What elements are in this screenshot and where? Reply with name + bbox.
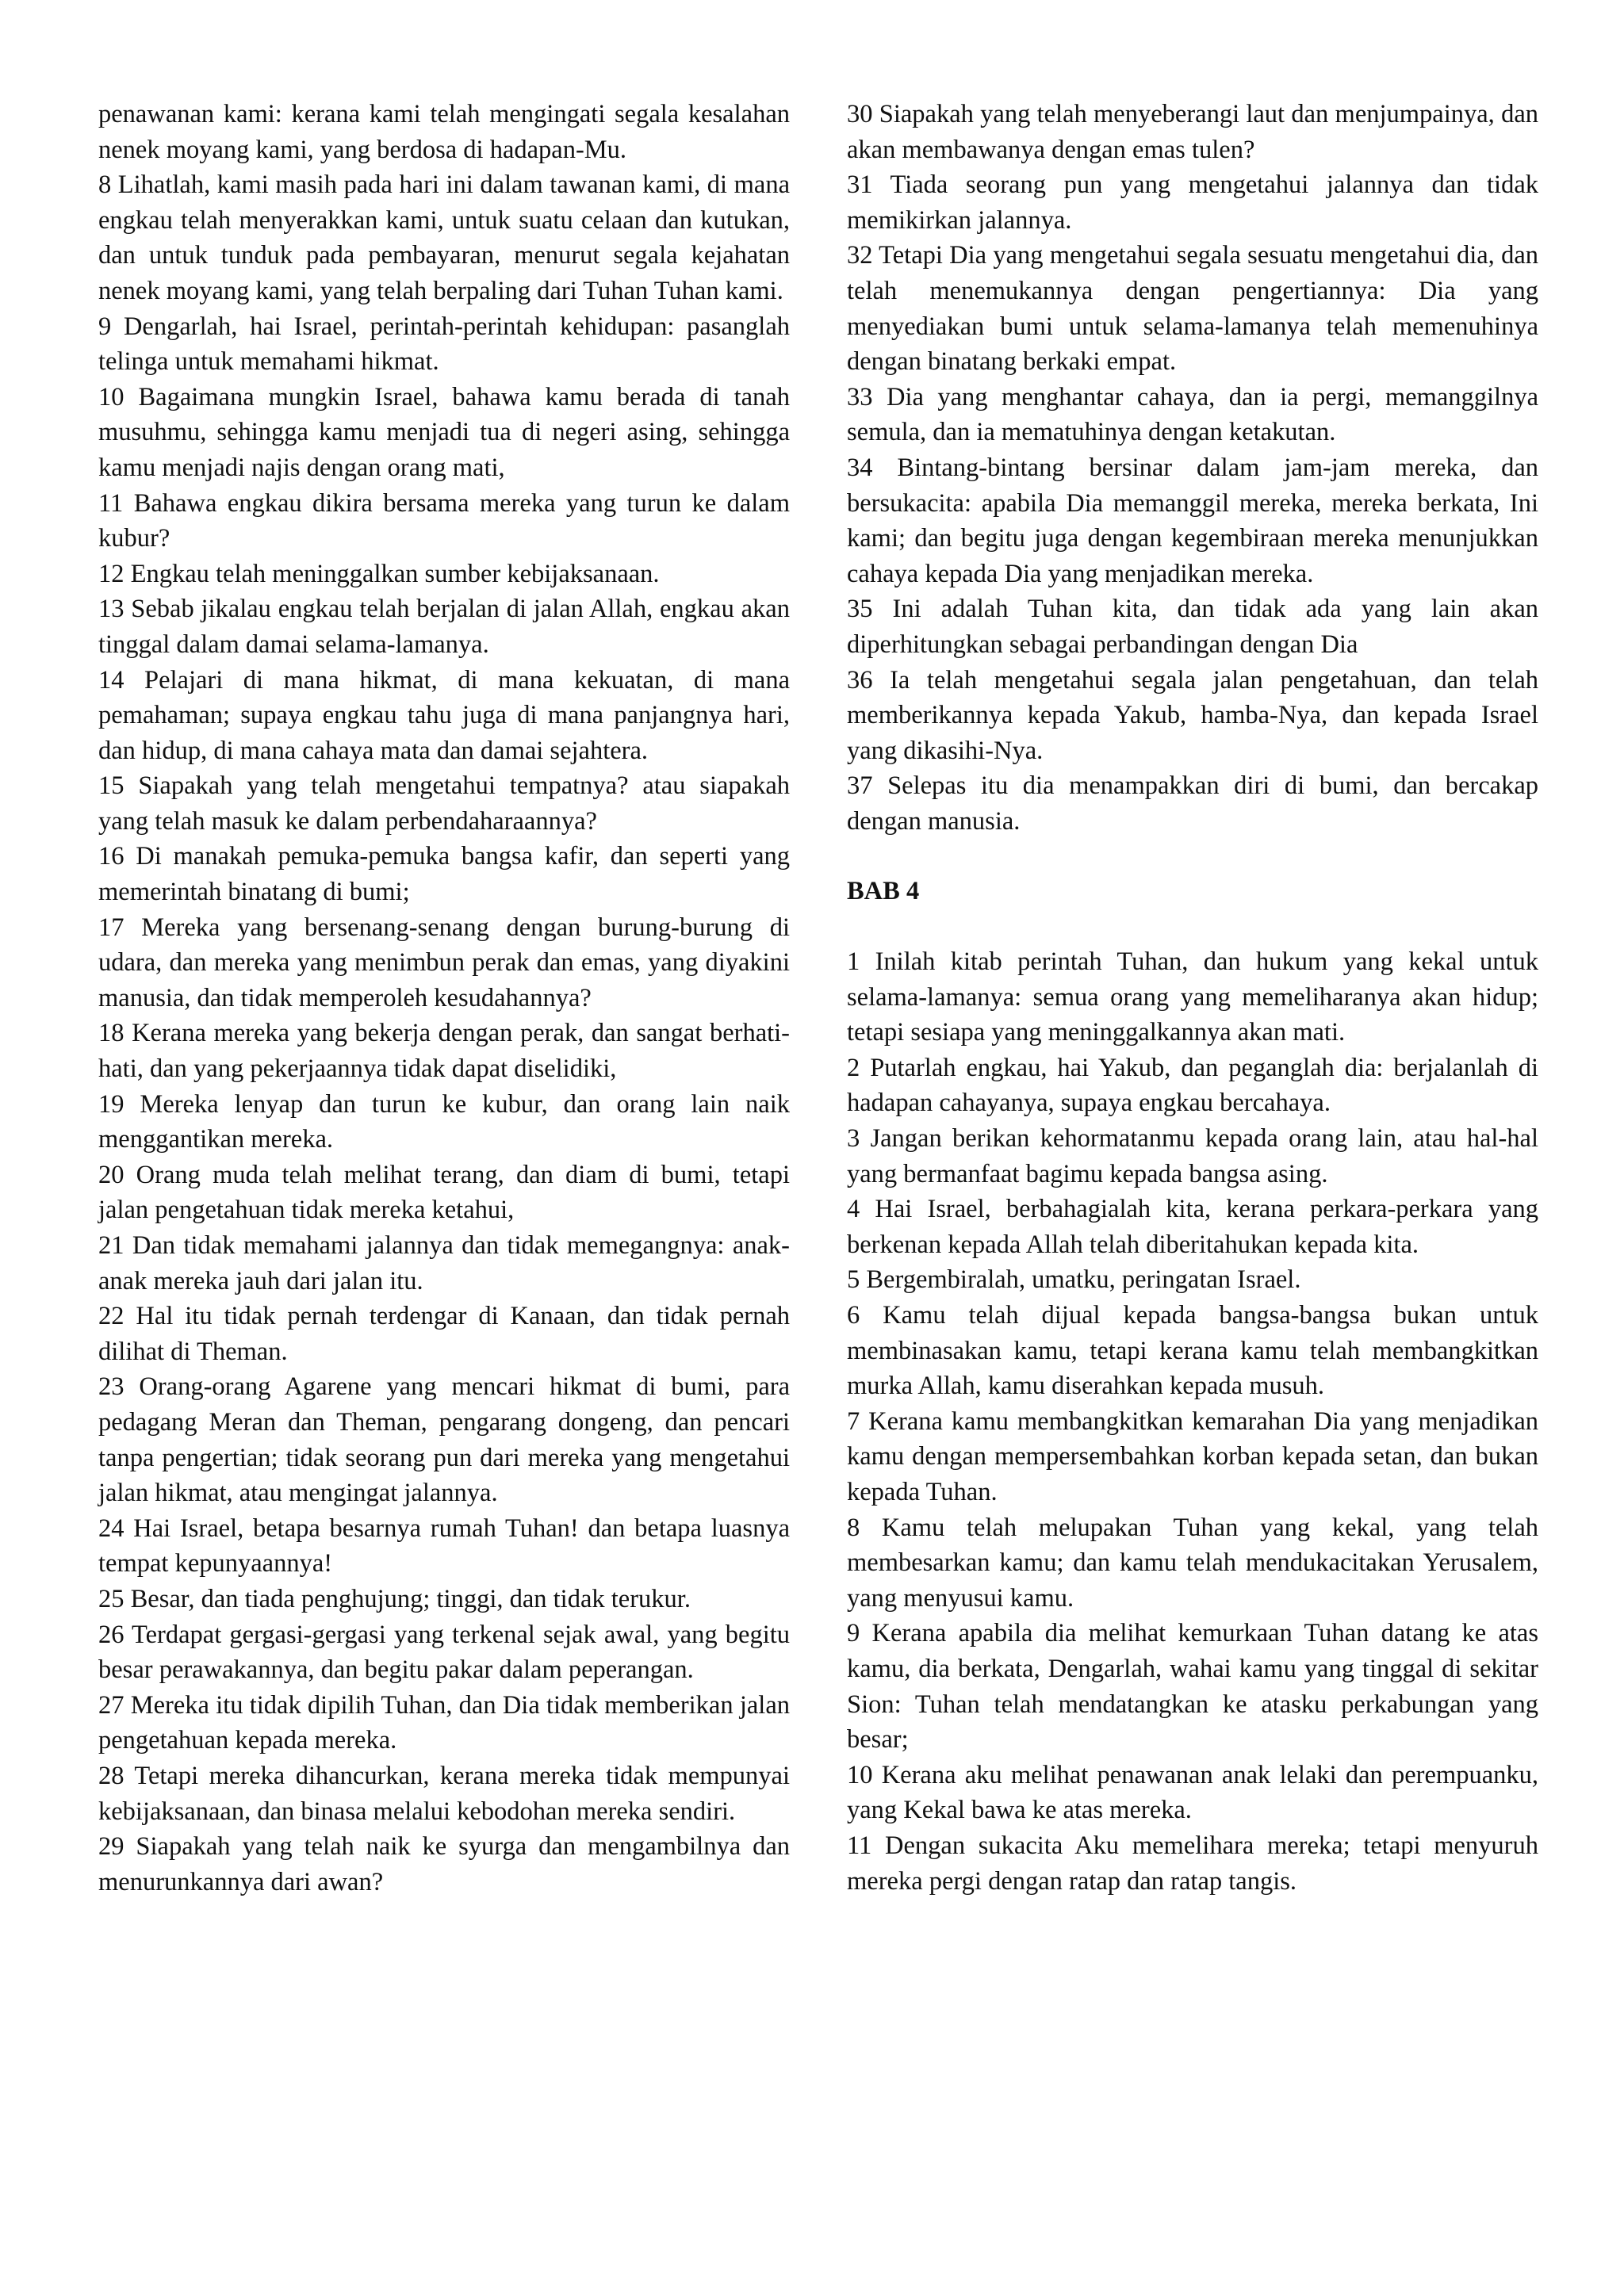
verse-paragraph: 28 Tetapi mereka dihancurkan, kerana mereka tidak mempunyai kebijaksanaan, dan binasa melalui kebodohan mereka sendiri. bbox=[98, 1761, 790, 1826]
verse-paragraph: 2 Putarlah engkau, hai Yakub, dan peganglah dia: berjalanlah di hadapan cahayanya, supaya engkau bercahaya. bbox=[847, 1053, 1538, 1118]
verse-paragraph: 11 Bahawa engkau dikira bersama mereka yang turun ke dalam kubur? bbox=[98, 488, 790, 553]
verse-paragraph: 37 Selepas itu dia menampakkan diri di bumi, dan bercakap dengan manusia. bbox=[847, 771, 1538, 836]
verse-paragraph: 18 Kerana mereka yang bekerja dengan perak, dan sangat berhati-hati, dan yang pekerjaannya tidak dapat diselidiki, bbox=[98, 1019, 790, 1084]
verse-paragraph: 11 Dengan sukacita Aku memelihara mereka; tetapi menyuruh mereka pergi dengan ratap dan ratap tangis. bbox=[847, 1831, 1538, 1896]
right-column bbox=[847, 97, 1538, 1899]
verse-paragraph: 25 Besar, dan tiada penghujung; tinggi, dan tidak terukur. bbox=[98, 1584, 691, 1613]
verse-paragraph: 7 Kerana kamu membangkitkan kemarahan Dia yang menjadikan kamu dengan mempersembahkan korban kepada setan, dan bukan kepada Tuhan. bbox=[847, 1406, 1538, 1506]
verse-paragraph: 19 Mereka lenyap dan turun ke kubur, dan orang lain naik menggantikan mereka. bbox=[98, 1089, 790, 1154]
verse-paragraph: 5 Bergembiralah, umatku, peringatan Israel. bbox=[847, 1265, 1301, 1295]
verse-paragraph: 6 Kamu telah dijual kepada bangsa-bangsa bukan untuk membinasakan kamu, tetapi kerana kamu telah membangkitkan murka Allah, kamu diserahkan kepada musuh. bbox=[847, 1301, 1538, 1401]
verse-paragraph: 34 Bintang-bintang bersinar dalam jam-jam mereka, dan bersukacita: apabila Dia memanggil mereka, mereka berkata, Ini kami; dan begitu juga dengan kegembiraan mereka menunjukkan cahaya kepada Dia yang menjadikan mereka. bbox=[847, 453, 1538, 588]
chapter-heading: BAB 4 bbox=[847, 877, 920, 906]
verse-paragraph: 15 Siapakah yang telah mengetahui tempatnya? atau siapakah yang telah masuk ke dalam perbendaharaannya? bbox=[98, 771, 790, 836]
verse-paragraph: 29 Siapakah yang telah naik ke syurga dan mengambilnya dan menurunkannya dari awan? bbox=[98, 1832, 790, 1896]
verse-paragraph: 30 Siapakah yang telah menyeberangi laut dan menjumpainya, dan akan membawanya dengan emas tulen? bbox=[847, 100, 1538, 164]
verse-paragraph: 20 Orang muda telah melihat terang, dan diam di bumi, tetapi jalan pengetahuan tidak mereka ketahui, bbox=[98, 1160, 790, 1225]
verse-paragraph: 8 Lihatlah, kami masih pada hari ini dalam tawanan kami, di mana engkau telah menyerakkan kami, untuk suatu celaan dan kutukan, dan untuk tunduk pada pembayaran, menurut segala kejahatan nenek moyang kami, yang telah berpaling dari Tuhan Tuhan kami. bbox=[98, 170, 790, 305]
verse-paragraph: penawanan kami: kerana kami telah mengingati segala kesalahan nenek moyang kami, yang berdosa di hadapan-Mu. bbox=[98, 100, 790, 164]
verse-paragraph: 9 Kerana apabila dia melihat kemurkaan Tuhan datang ke atas kamu, dia berkata, Dengarlah, wahai kamu yang tinggal di sekitar Sion: Tuhan telah mendatangkan ke atasku perkabungan yang besar; bbox=[847, 1619, 1538, 1755]
verse-paragraph: 1 Inilah kitab perintah Tuhan, dan hukum yang kekal untuk selama-lamanya: semua orang yang memeliharanya akan hidup; tetapi sesiapa yang meninggalkannya akan mati. bbox=[847, 947, 1538, 1047]
verse-paragraph: 36 Ia telah mengetahui segala jalan pengetahuan, dan telah memberikannya kepada Yakub, hamba-Nya, dan kepada Israel yang dikasihi-Nya. bbox=[847, 665, 1538, 765]
verse-paragraph: 10 Kerana aku melihat penawanan anak lelaki dan perempuanku, yang Kekal bawa ke atas mereka. bbox=[847, 1760, 1538, 1825]
verse-paragraph: 21 Dan tidak memahami jalannya dan tidak memegangnya: anak-anak mereka jauh dari jalan itu. bbox=[98, 1231, 790, 1295]
verse-paragraph: 12 Engkau telah meninggalkan sumber kebijaksanaan. bbox=[98, 559, 660, 588]
left-column bbox=[98, 97, 790, 1900]
verse-paragraph: 32 Tetapi Dia yang mengetahui segala sesuatu mengetahui dia, dan telah menemukannya dengan pengertiannya: Dia yang menyediakan bumi untuk selama-lamanya telah memenuhinya dengan binatang berkaki empat. bbox=[847, 241, 1538, 377]
verse-paragraph: 14 Pelajari di mana hikmat, di mana kekuatan, di mana pemahaman; supaya engkau tahu juga di mana panjangnya hari, dan hidup, di mana cahaya mata dan damai sejahtera. bbox=[98, 665, 790, 765]
verse-paragraph: 8 Kamu telah melupakan Tuhan yang kekal, yang telah membesarkan kamu; dan kamu telah mendukacitakan Yerusalem, yang menyusui kamu. bbox=[847, 1513, 1538, 1613]
verse-paragraph: 13 Sebab jikalau engkau telah berjalan di jalan Allah, engkau akan tinggal dalam damai selama-lamanya. bbox=[98, 595, 790, 659]
verse-paragraph: 35 Ini adalah Tuhan kita, dan tidak ada yang lain akan diperhitungkan sebagai perbandingan dengan Dia bbox=[847, 595, 1538, 659]
verse-paragraph: 9 Dengarlah, hai Israel, perintah-perintah kehidupan: pasanglah telinga untuk memahami hikmat. bbox=[98, 312, 790, 377]
verse-paragraph: 27 Mereka itu tidak dipilih Tuhan, dan Dia tidak memberikan jalan pengetahuan kepada mereka. bbox=[98, 1690, 790, 1755]
verse-paragraph: 23 Orang-orang Agarene yang mencari hikmat di bumi, para pedagang Meran dan Theman, pengarang dongeng, dan pencari tanpa pengertian; tidak seorang pun dari mereka yang mengetahui jalan hikmat, atau mengingat jalannya. bbox=[98, 1372, 790, 1508]
verse-paragraph: 24 Hai Israel, betapa besarnya rumah Tuhan! dan betapa luasnya tempat kepunyaannya! bbox=[98, 1513, 790, 1578]
verse-paragraph: 4 Hai Israel, berbahagialah kita, kerana perkara-perkara yang berkenan kepada Allah telah diberitahukan kepada kita. bbox=[847, 1195, 1538, 1259]
verse-paragraph: 10 Bagaimana mungkin Israel, bahawa kamu berada di tanah musuhmu, sehingga kamu menjadi tua di negeri asing, sehingga kamu menjadi najis dengan orang mati, bbox=[98, 382, 790, 482]
verse-paragraph: 31 Tiada seorang pun yang mengetahui jalannya dan tidak memikirkan jalannya. bbox=[847, 170, 1538, 235]
verse-paragraph: 16 Di manakah pemuka-pemuka bangsa kafir, dan seperti yang memerintah binatang di bumi; bbox=[98, 842, 790, 907]
verse-paragraph: 3 Jangan berikan kehormatanmu kepada orang lain, atau hal-hal yang bermanfaat bagimu kepada bangsa asing. bbox=[847, 1124, 1538, 1188]
verse-paragraph: 22 Hal itu tidak pernah terdengar di Kanaan, dan tidak pernah dilihat di Theman. bbox=[98, 1302, 790, 1366]
verse-paragraph: 17 Mereka yang bersenang-senang dengan burung-burung di udara, dan mereka yang menimbun perak dan emas, yang diyakini manusia, dan tidak memperoleh kesudahannya? bbox=[98, 913, 790, 1012]
verse-paragraph: 33 Dia yang menghantar cahaya, dan ia pergi, memanggilnya semula, dan ia mematuhinya dengan ketakutan. bbox=[847, 382, 1538, 447]
verse-paragraph: 26 Terdapat gergasi-gergasi yang terkenal sejak awal, yang begitu besar perawakannya, dan begitu pakar dalam peperangan. bbox=[98, 1620, 790, 1685]
